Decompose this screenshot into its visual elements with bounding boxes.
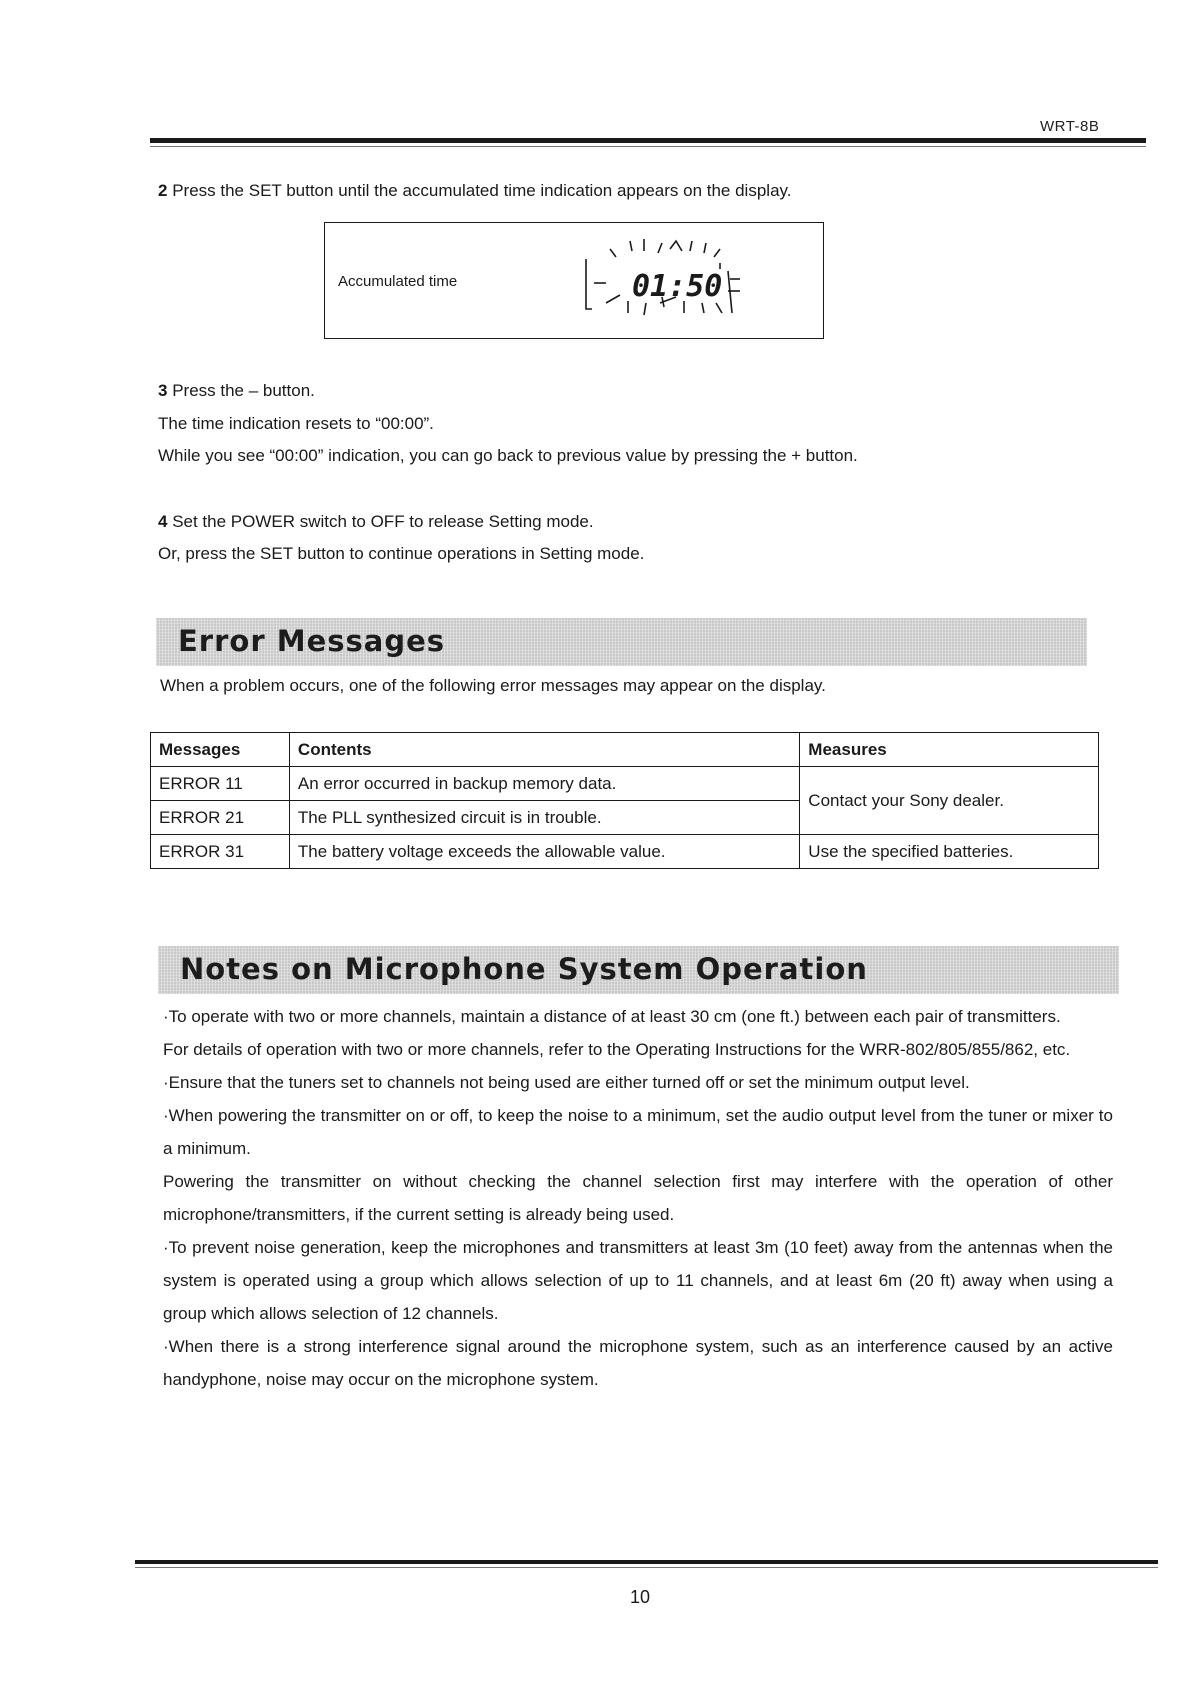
error-intro: When a problem occurs, one of the following error messages may appear on the display. (160, 676, 826, 695)
note-paragraph: ·To operate with two or more channels, maintain a distance of at least 30 cm (one ft.) between each pair of transmitters. (163, 1007, 1061, 1026)
step-3-line-3: While you see “00:00” indication, you can go back to previous value by pressing the + button. (158, 446, 858, 465)
step-3-number: 3 (158, 381, 168, 400)
step-4 (158, 511, 594, 533)
error-measure: Contact your Sony dealer. (800, 767, 1099, 835)
error-messages-banner (156, 618, 1087, 666)
footer-rule-thin (135, 1567, 1158, 1568)
step-4-text: Set the POWER switch to OFF to release Setting mode. (167, 512, 594, 531)
error-messages-title: Error Messages (178, 624, 446, 658)
step-2-number: 2 (158, 181, 168, 200)
error-content: The battery voltage exceeds the allowable value. (289, 835, 799, 869)
footer-rule (135, 1560, 1158, 1564)
error-table (150, 732, 1099, 869)
error-measure: Use the specified batteries. (800, 835, 1099, 869)
table-header-row (151, 733, 1099, 767)
note-paragraph: Powering the transmitter on without checking the channel selection first may interfere with the operation of other microphone/transmitters, if the current setting is already being used. (163, 1172, 1113, 1224)
table-row (151, 835, 1099, 869)
step-3 (158, 380, 315, 402)
header-messages: Messages (151, 733, 290, 767)
header-rule (150, 138, 1146, 143)
figure-label: Accumulated time (338, 273, 458, 290)
note-paragraph: ·To prevent noise generation, keep the microphones and transmitters at least 3m (10 feet) away from the antennas when the system is operated using a group which allows selection of up to 11 channels, and at least 6m (20 ft) away when using a group which allows selection of 12 channels. (163, 1238, 1113, 1323)
step-4-number: 4 (158, 512, 168, 531)
step-4-line-2: Or, press the SET button to continue operations in Setting mode. (158, 544, 645, 563)
step-2-text: Press the SET button until the accumulated time indication appears on the display. (167, 181, 792, 200)
note-paragraph: For details of operation with two or more channels, refer to the Operating Instructions for the WRR-802/805/855/862, etc. (163, 1040, 1071, 1059)
lcd-display-illustration (580, 233, 780, 333)
step-3-text: Press the – button. (167, 381, 315, 400)
error-code: ERROR 11 (151, 767, 290, 801)
error-code: ERROR 31 (151, 835, 290, 869)
error-content: The PLL synthesized circuit is in trouble. (289, 801, 799, 835)
header-measures: Measures (800, 733, 1099, 767)
step-3-line-2: The time indication resets to “00:00”. (158, 414, 434, 433)
page-number: 10 (630, 1587, 651, 1607)
header-rule-thin (150, 146, 1146, 147)
model-number: WRT-8B (1040, 118, 1100, 135)
notes-title: Notes on Microphone System Operation (180, 952, 868, 986)
note-paragraph: ·Ensure that the tuners set to channels not being used are either turned off or set the minimum output level. (163, 1073, 970, 1092)
note-paragraph: ·When there is a strong interference signal around the microphone system, such as an interference caused by an active handyphone, noise may occur on the microphone system. (163, 1337, 1113, 1389)
header-contents: Contents (289, 733, 799, 767)
step-2 (158, 180, 791, 202)
notes-banner (158, 946, 1119, 994)
error-code: ERROR 21 (151, 801, 290, 835)
notes-body (163, 1000, 1113, 1396)
lcd-readout: 01:50 (632, 269, 723, 304)
table-row (151, 767, 1099, 801)
note-paragraph: ·When powering the transmitter on or off, to keep the noise to a minimum, set the audio output level from the tuner or mixer to a minimum. (163, 1106, 1113, 1158)
error-content: An error occurred in backup memory data. (289, 767, 799, 801)
